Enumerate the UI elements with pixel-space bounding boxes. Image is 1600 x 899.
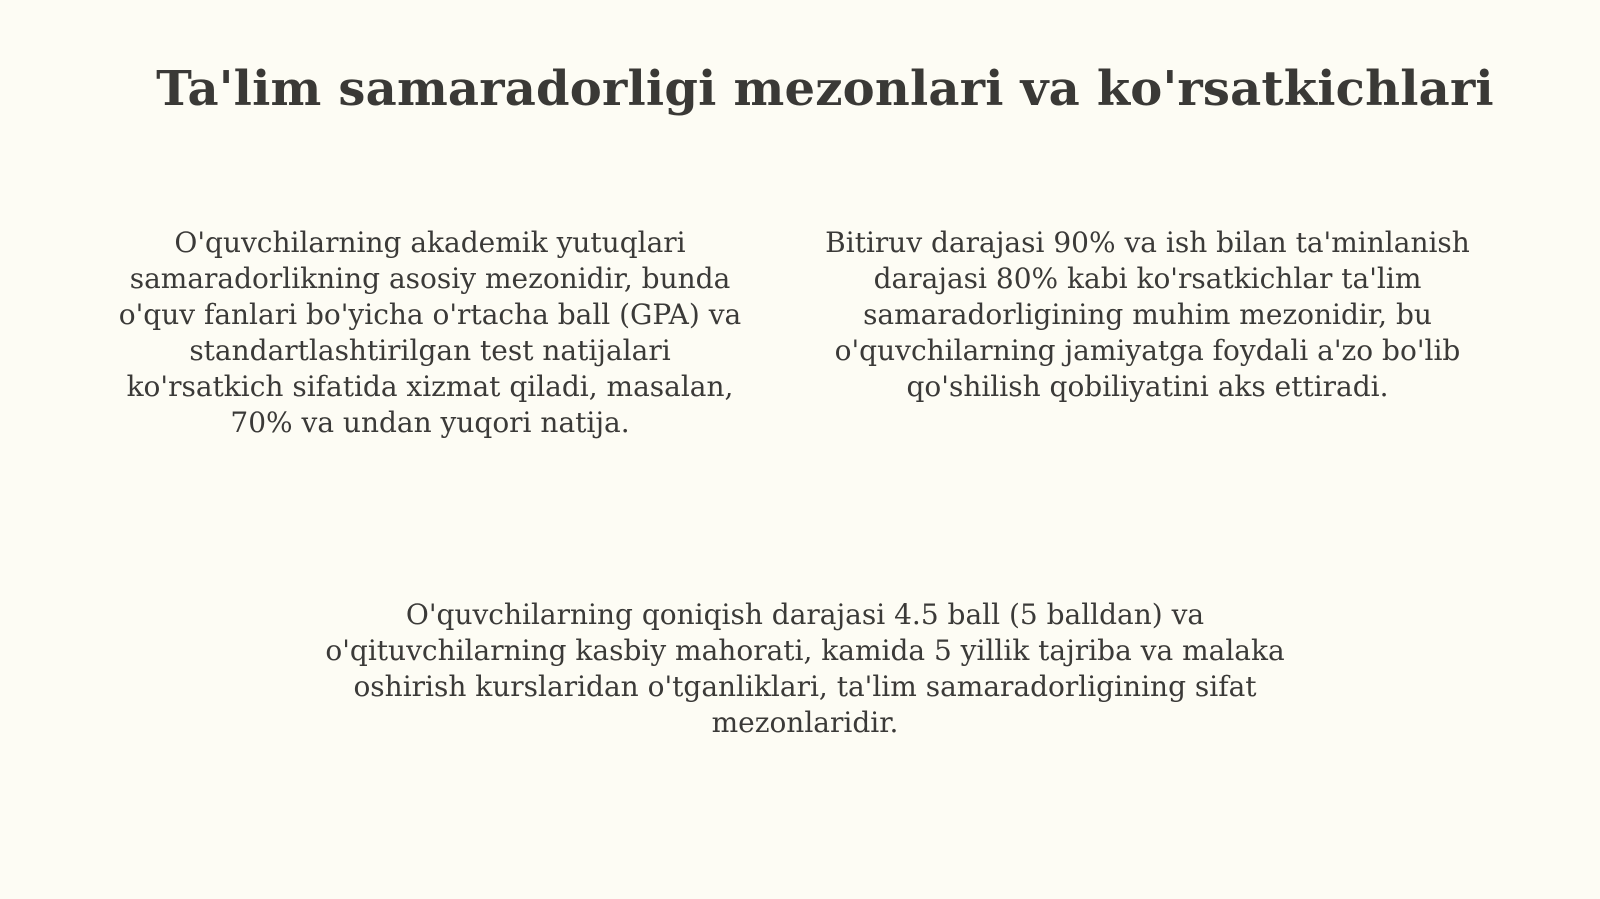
paragraph-graduation-employment: Bitiruv darajasi 90% va ish bilan ta'minlanish darajasi 80% kabi ko'rsatkichlar ta'lim samaradorligining muhim mezonidir, bu o'quvchilarning jamiyatga foydali a'zo bo'lib qo'shilish qobiliyatini aks ettiradi. bbox=[825, 226, 1470, 403]
paragraph-satisfaction-teachers: O'quvchilarning qoniqish darajasi 4.5 ball (5 balldan) va o'qituvchilarning kasbiy mahorati, kamida 5 yillik tajriba va malaka oshirish kurslaridan o'tganliklari, ta'lim samaradorligining sifat mezonlaridir. bbox=[325, 598, 1285, 739]
slide-title: Ta'lim samaradorligi mezonlari va ko'rsatkichlari bbox=[156, 61, 1494, 117]
paragraph-academic-achievements: O'quvchilarning akademik yutuqlari samaradorlikning asosiy mezonidir, bunda o'quv fanlari bo'yicha o'rtacha ball (GPA) va standartlashtirilgan test natijalari ko'rsatkich sifatida xizmat qiladi, masalan, 70% va undan yuqori natija. bbox=[118, 226, 742, 439]
